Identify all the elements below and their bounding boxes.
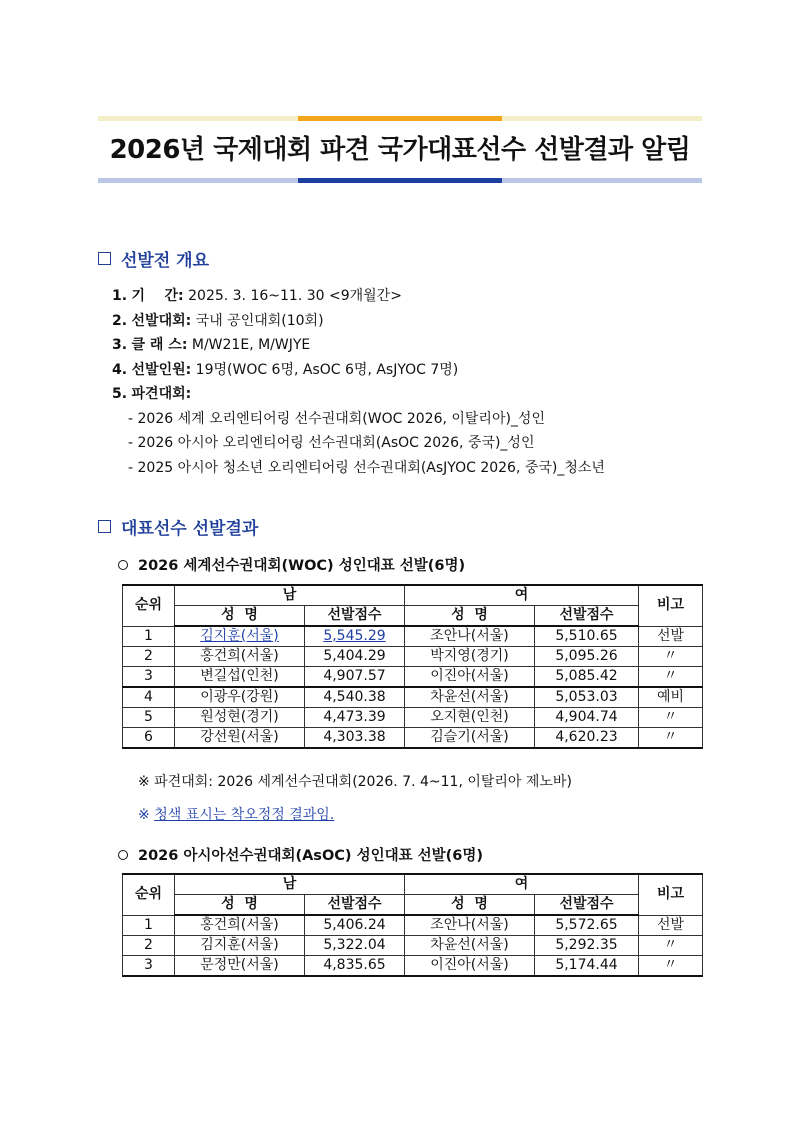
woc-event-note: ※ 파견대회: 2026 세계선수권대회(2026. 7. 4~11, 이탈리아 제노바)	[138, 774, 572, 790]
score-header: 선발점수	[305, 606, 405, 627]
overview-item: 3. 클 래 스: M/W21E, M/WJYE	[112, 337, 311, 353]
overview-item: 4. 선발인원: 19명(WOC 6명, AsOC 6명, AsJYOC 7명)	[112, 361, 459, 378]
correction-note: ※ 청색 표시는 착오정정 결과임.	[138, 807, 335, 823]
event-item: - 2025 아시아 청소년 오리엔티어링 선수권대회(AsJYOC 2026, 중국)_청소년	[128, 459, 605, 476]
section-heading-label: 대표선수 선발결과	[121, 519, 259, 539]
table-row: 4 이광우(강원) 4,540.38 차윤선(서울) 5,053.03 예비	[123, 687, 703, 708]
name-header: 성 명	[405, 606, 535, 627]
circle-bullet-icon	[118, 850, 128, 860]
section-heading-label: 선발전 개요	[121, 251, 210, 271]
note-header: 비고	[639, 585, 703, 626]
event-item: - 2026 세계 오리엔티어링 선수권대회(WOC 2026, 이탈리아)_성인	[128, 410, 545, 427]
circle-bullet-icon	[118, 560, 128, 570]
male-header: 남	[175, 585, 405, 606]
overview-item: 1. 기 간: 2025. 3. 16~11. 30 <9개월간>	[112, 288, 402, 304]
asoc-results-table	[122, 873, 703, 977]
overview-item: 2. 선발대회: 국내 공인대회(10회)	[112, 312, 324, 329]
table-row: 3 문정만(서울) 4,835.65 이진아(서울) 5,174.44 〃	[123, 956, 703, 977]
table-row: 1 홍건희(서울) 5,406.24 조안나(서울) 5,572.65 선발	[123, 915, 703, 936]
asoc-subheading: 2026 아시아선수권대회(AsOC) 성인대표 선발(6명)	[118, 844, 483, 865]
name-header: 성 명	[405, 895, 535, 916]
woc-results-table	[122, 584, 703, 749]
table-row: 6 강선원(서울) 4,303.38 김슬기(서울) 4,620.23 〃	[123, 728, 703, 749]
rank-header: 순위	[123, 585, 175, 626]
note-header: 비고	[639, 874, 703, 915]
corrected-value: 5,545.29	[323, 628, 386, 644]
title-bottom-bar	[98, 178, 702, 183]
title-top-bar	[98, 116, 702, 121]
table-row: 3 변길섭(인천) 4,907.57 이진아(서울) 5,085.42 〃	[123, 667, 703, 688]
section-heading-overview	[98, 246, 209, 271]
male-header: 남	[175, 874, 405, 895]
checkbox-square-icon	[98, 520, 111, 533]
score-header: 선발점수	[535, 606, 639, 627]
section-heading-results	[98, 514, 258, 539]
table-row: 1 김지훈(서울) 5,545.29 조안나(서울) 5,510.65 선발	[123, 626, 703, 647]
overview-item: 5. 파견대회:	[112, 386, 192, 402]
female-header: 여	[405, 874, 639, 895]
name-header: 성 명	[175, 895, 305, 916]
document-title: 2026년 국제대회 파견 국가대표선수 선발결과 알림	[109, 135, 691, 165]
table-row: 2 홍건희(서울) 5,404.29 박지영(경기) 5,095.26 〃	[123, 647, 703, 667]
score-header: 선발점수	[535, 895, 639, 916]
score-header: 선발점수	[305, 895, 405, 916]
table-row: 5 원성현(경기) 4,473.39 오지현(인천) 4,904.74 〃	[123, 708, 703, 728]
table-row: 2 김지훈(서울) 5,322.04 차윤선(서울) 5,292.35 〃	[123, 936, 703, 956]
event-item: - 2026 아시아 오리엔티어링 선수권대회(AsOC 2026, 중국)_성인	[128, 435, 535, 451]
rank-header: 순위	[123, 874, 175, 915]
name-header: 성 명	[175, 606, 305, 627]
checkbox-square-icon	[98, 252, 111, 265]
female-header: 여	[405, 585, 639, 606]
woc-subheading: 2026 세계선수권대회(WOC) 성인대표 선발(6명)	[118, 554, 465, 575]
corrected-value: 김지훈(서울)	[200, 628, 279, 644]
overview-list	[112, 284, 605, 480]
